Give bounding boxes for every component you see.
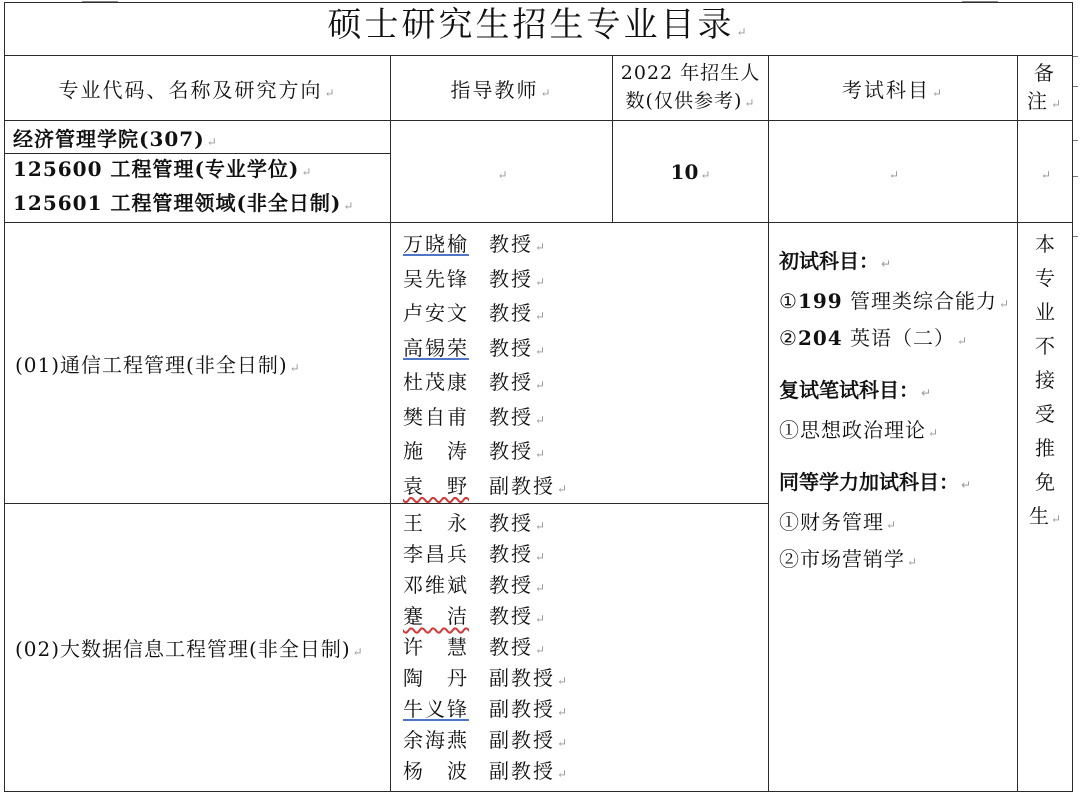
teacher-name: 牛义锋 bbox=[403, 697, 469, 721]
exam-subjects-cell bbox=[769, 223, 1018, 792]
teacher-name: 李昌兵 bbox=[403, 542, 469, 566]
direction-02-name: (02)大数据信息工程管理(非全日制) bbox=[15, 637, 351, 661]
remark-char: 推 bbox=[1035, 436, 1055, 460]
margin-tick bbox=[1073, 140, 1078, 141]
college-name: 经济管理学院(307) bbox=[13, 126, 205, 151]
teacher-name: 余海燕 bbox=[403, 728, 469, 752]
teacher-title: 副教授 bbox=[489, 759, 555, 783]
header-enrollment-text: 2022 年招生人 数(仅供参考) ↵ bbox=[620, 62, 761, 112]
remark-cell bbox=[1018, 223, 1073, 792]
teacher-entry: 余海燕 副教授 ↵ bbox=[403, 725, 768, 756]
teacher-name: 高锡荣 bbox=[403, 335, 469, 360]
teacher-entry: 李昌兵 教授 ↵ bbox=[403, 539, 768, 570]
margin-tick bbox=[1073, 236, 1078, 237]
teacher-name: 卢安文 bbox=[403, 301, 469, 325]
direction-01-name: (01)通信工程管理(非全日制) bbox=[15, 352, 288, 377]
catalog-table bbox=[4, 2, 1073, 792]
teacher-title: 教授 bbox=[489, 604, 533, 628]
header-remark bbox=[1018, 56, 1073, 121]
remark-char: 本 bbox=[1035, 232, 1055, 256]
teacher-entry: 王 永 教授 ↵ bbox=[403, 508, 768, 539]
initial-exam-item-2: ②204 英语（二） ↵ bbox=[779, 326, 969, 350]
teacher-name: 杨 波 bbox=[403, 759, 469, 783]
teacher-name: 施 涛 bbox=[403, 439, 469, 463]
direction-02-teachers bbox=[391, 504, 769, 792]
teacher-entry: 袁 野 副教授 ↵ bbox=[403, 469, 768, 504]
equivalent-exam-label: 同等学力加试科目： ↵ bbox=[779, 470, 972, 494]
remark-char: 接 bbox=[1035, 368, 1055, 392]
teacher-title: 教授 bbox=[489, 511, 533, 535]
teacher-list-01 bbox=[403, 227, 768, 503]
major-codes-cell bbox=[5, 154, 391, 223]
major-code-1: 125600 工程管理(专业学位) ↵ bbox=[13, 157, 313, 181]
catalog-title-text: 硕士研究生招生专业目录 bbox=[327, 5, 735, 45]
teacher-title: 教授 bbox=[489, 301, 533, 325]
teacher-title: 教授 bbox=[489, 635, 533, 659]
teacher-list-02 bbox=[403, 508, 768, 787]
teacher-entry: 蹇 洁 教授 ↵ bbox=[403, 601, 768, 632]
teacher-title: 教授 bbox=[489, 404, 533, 429]
teacher-entry: 樊自甫 教授 ↵ bbox=[403, 400, 768, 435]
paragraph-mark: ↵ bbox=[736, 25, 750, 39]
teacher-title: 教授 bbox=[489, 370, 533, 394]
header-enrollment bbox=[613, 56, 769, 121]
teacher-title: 教授 bbox=[489, 232, 533, 256]
college-exam-cell: ↵ bbox=[769, 121, 1018, 223]
enrollment-count-cell: 10 ↵ bbox=[613, 121, 769, 223]
remark-text bbox=[1018, 227, 1072, 536]
initial-exam-label: 初试科目： ↵ bbox=[779, 249, 892, 273]
teacher-name: 蹇 洁 bbox=[403, 604, 469, 628]
teacher-title: 副教授 bbox=[489, 697, 555, 721]
teacher-name: 许 慧 bbox=[403, 635, 469, 659]
teacher-entry: 万晓榆 教授 ↵ bbox=[403, 227, 768, 262]
teacher-name: 樊自甫 bbox=[403, 404, 469, 429]
teacher-title: 教授 bbox=[489, 573, 533, 597]
remark-char: 生 ↵ bbox=[1028, 504, 1062, 528]
teacher-entry: 杜茂康 教授 ↵ bbox=[403, 365, 768, 400]
teacher-title: 教授 bbox=[489, 266, 533, 291]
margin-tick bbox=[1073, 176, 1078, 177]
teacher-name: 陶 丹 bbox=[403, 666, 469, 690]
catalog-page bbox=[4, 2, 1072, 784]
teacher-entry: 吴先锋 教授 ↵ bbox=[403, 262, 768, 297]
teacher-title: 教授 bbox=[489, 335, 533, 360]
equivalent-exam-item-1: ①财务管理 ↵ bbox=[779, 510, 898, 534]
catalog-title bbox=[5, 3, 1073, 56]
retest-exam-label: 复试笔试科目： ↵ bbox=[779, 378, 932, 402]
remark-char: 不 bbox=[1035, 334, 1055, 358]
teacher-name: 杜茂康 bbox=[403, 370, 469, 394]
teacher-name: 吴先锋 bbox=[403, 266, 469, 291]
direction-01-cell: (01)通信工程管理(非全日制) ↵ bbox=[5, 223, 391, 504]
teacher-title: 教授 bbox=[489, 439, 533, 463]
remark-char: 业 bbox=[1035, 300, 1055, 324]
teacher-entry: 施 涛 教授 ↵ bbox=[403, 434, 768, 469]
header-exam: 考试科目 ↵ bbox=[769, 56, 1018, 121]
remark-char: 免 bbox=[1035, 470, 1055, 494]
teacher-entry: 陶 丹 副教授 ↵ bbox=[403, 663, 768, 694]
teacher-name: 万晓榆 bbox=[403, 232, 469, 256]
teacher-title: 副教授 bbox=[489, 666, 555, 690]
teacher-entry: 卢安文 教授 ↵ bbox=[403, 296, 768, 331]
header-remark-text: 备 注 ↵ bbox=[1026, 60, 1064, 113]
teacher-name: 袁 野 bbox=[403, 473, 469, 498]
college-remark-cell: ↵ bbox=[1018, 121, 1073, 223]
remark-char: 专 bbox=[1035, 266, 1055, 290]
enrollment-count: 10 bbox=[670, 159, 699, 184]
direction-01-teachers bbox=[391, 223, 769, 504]
equivalent-exam-item-2: ②市场营销学 ↵ bbox=[779, 547, 919, 571]
margin-tick bbox=[1073, 86, 1078, 87]
teacher-title: 教授 bbox=[489, 542, 533, 566]
teacher-entry: 许 慧 教授 ↵ bbox=[403, 632, 768, 663]
initial-exam-item-1: ①199 管理类综合能力 ↵ bbox=[779, 289, 1011, 313]
teacher-entry: 杨 波 副教授 ↵ bbox=[403, 756, 768, 787]
remark-char: 受 bbox=[1035, 402, 1055, 426]
teacher-entry: 牛义锋 副教授 ↵ bbox=[403, 694, 768, 725]
teacher-name: 邓维斌 bbox=[403, 573, 469, 597]
teacher-entry: 高锡荣 教授 ↵ bbox=[403, 331, 768, 366]
teacher-name: 王 永 bbox=[403, 511, 469, 535]
college-advisor-cell: ↵ bbox=[391, 121, 613, 223]
direction-02-cell: (02)大数据信息工程管理(非全日制) ↵ bbox=[5, 504, 391, 792]
teacher-entry: 邓维斌 教授 ↵ bbox=[403, 570, 768, 601]
retest-exam-item-1: ①思想政治理论 ↵ bbox=[779, 418, 940, 442]
header-major: 专业代码、名称及研究方向 ↵ bbox=[5, 56, 391, 121]
margin-tick bbox=[1073, 56, 1078, 57]
college-name-cell: 经济管理学院(307) ↵ bbox=[5, 121, 391, 154]
teacher-title: 副教授 bbox=[489, 473, 555, 498]
teacher-title: 副教授 bbox=[489, 728, 555, 752]
major-code-2: 125601 工程管理领域(非全日制) ↵ bbox=[13, 191, 355, 215]
header-advisor: 指导教师 ↵ bbox=[391, 56, 613, 121]
